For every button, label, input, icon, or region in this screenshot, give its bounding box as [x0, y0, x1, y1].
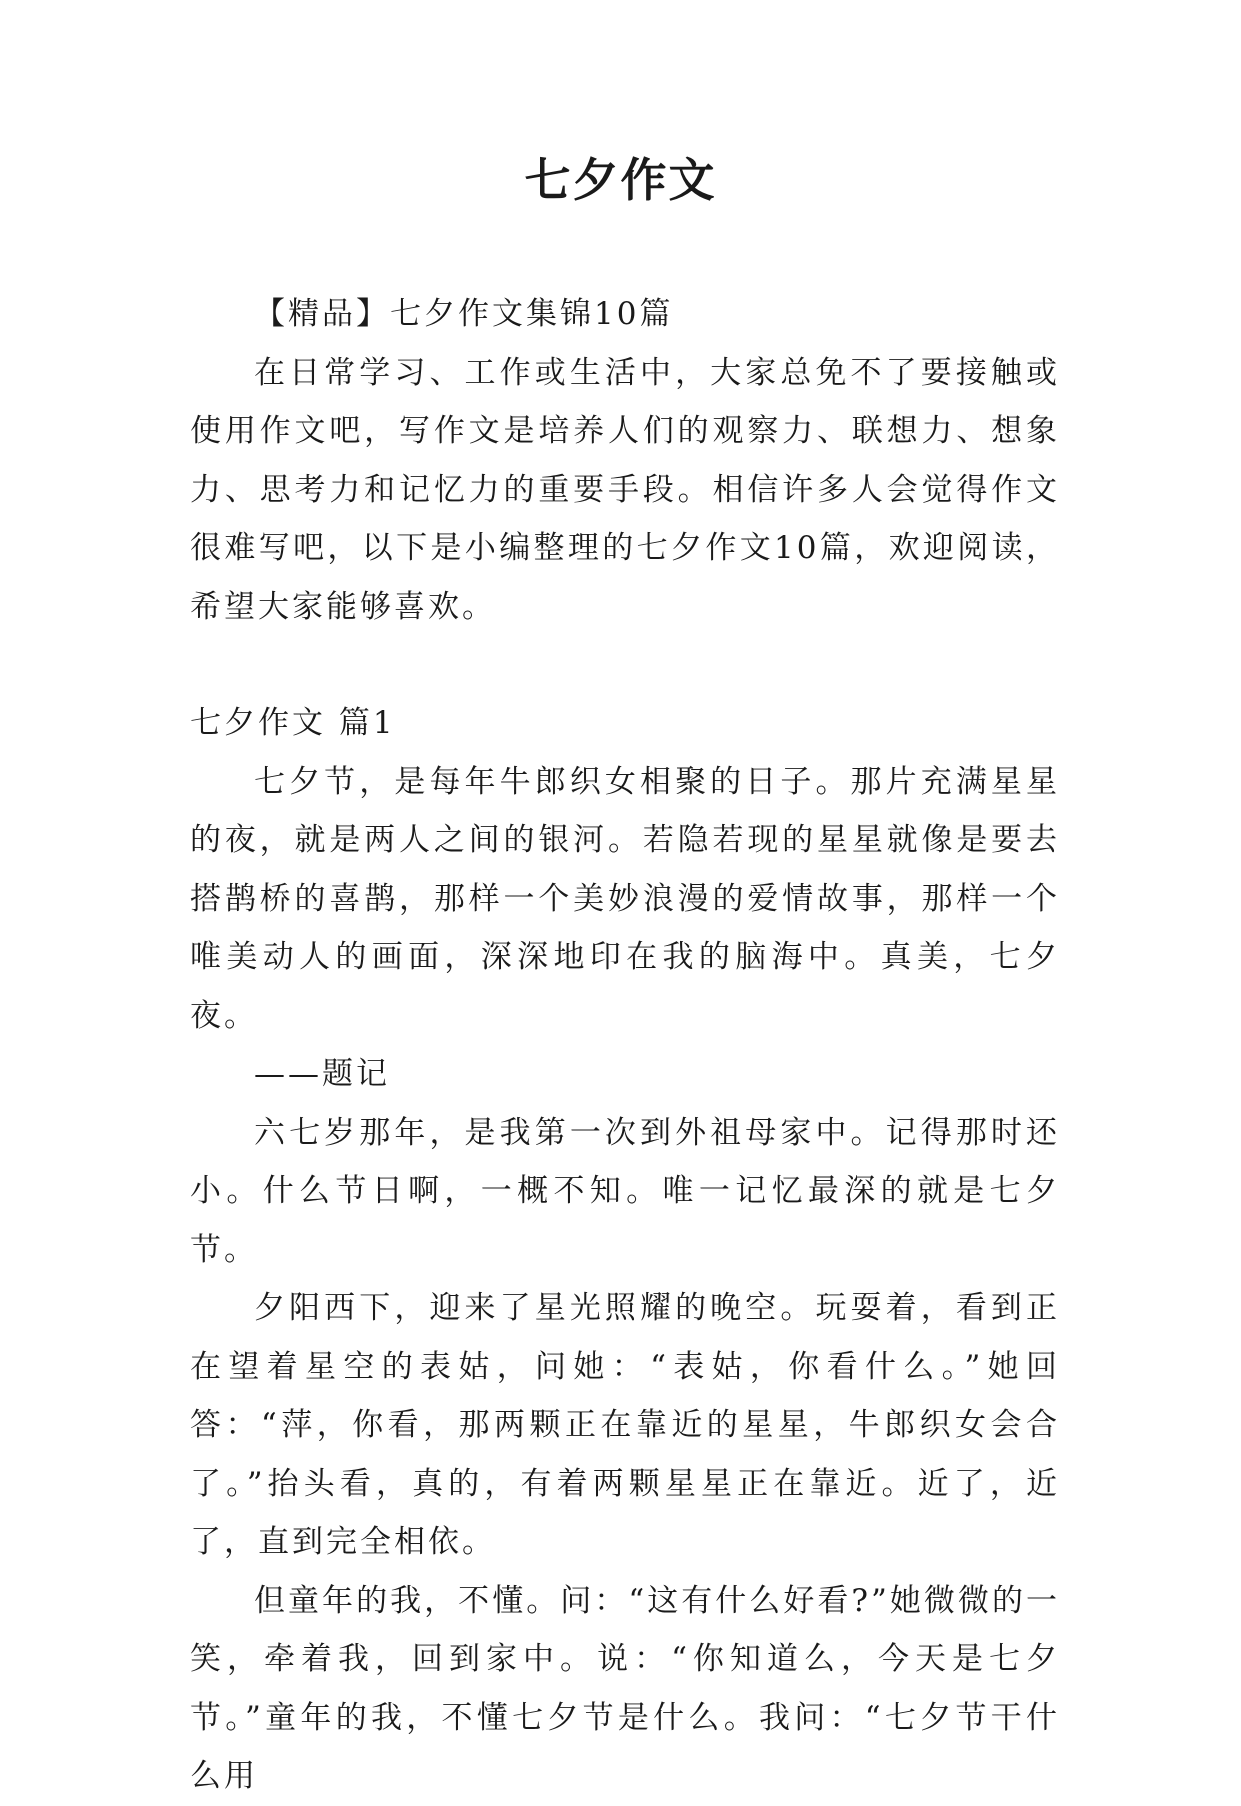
intro-paragraph: 在日常学习、工作或生活中，大家总免不了要接触或使用作文吧，写作文是培养人们的观察力、联想力、想象力、思考力和记忆力的重要手段。相信许多人会觉得作文很难写吧，以下是小编整理的七夕作文10篇，欢迎阅读，希望大家能够喜欢。: [190, 354, 1060, 625]
document-body: [190, 285, 1060, 1806]
epigraph-note: ——题记: [254, 1056, 390, 1092]
section-paragraph: 夕阳西下，迎来了星光照耀的晚空。玩耍着，看到正在望着星空的表姑，问她：“表姑，你看什么。”她回答：“萍，你看，那两颗正在靠近的星星，牛郎织女会合了。”抬头看，真的，有着两颗星星正在靠近。近了，近了，直到完全相依。: [190, 1290, 1060, 1560]
section-paragraph: 六七岁那年，是我第一次到外祖母家中。记得那时还小。什么节日啊，一概不知。唯一记忆最深的就是七夕节。: [190, 1114, 1060, 1268]
section-paragraph: 但童年的我，不懂。问：“这有什么好看?”她微微的一笑，牵着我，回到家中。说：“你知道么，今天是七夕节。”童年的我，不懂七夕节是什么。我问：“七夕节干什么用: [190, 1582, 1060, 1794]
section-paragraph: 七夕节，是每年牛郎织女相聚的日子。那片充满星星的夜，就是两人之间的银河。若隐若现的星星就像是要去搭鹊桥的喜鹊，那样一个美妙浪漫的爱情故事，那样一个唯美动人的画面，深深地印在我的脑海中。真美，七夕夜。: [190, 763, 1060, 1034]
section-heading: 七夕作文 篇1: [190, 705, 396, 741]
document-subtitle: 【精品】七夕作文集锦10篇: [254, 296, 674, 332]
document-title: 七夕作文: [524, 153, 717, 207]
